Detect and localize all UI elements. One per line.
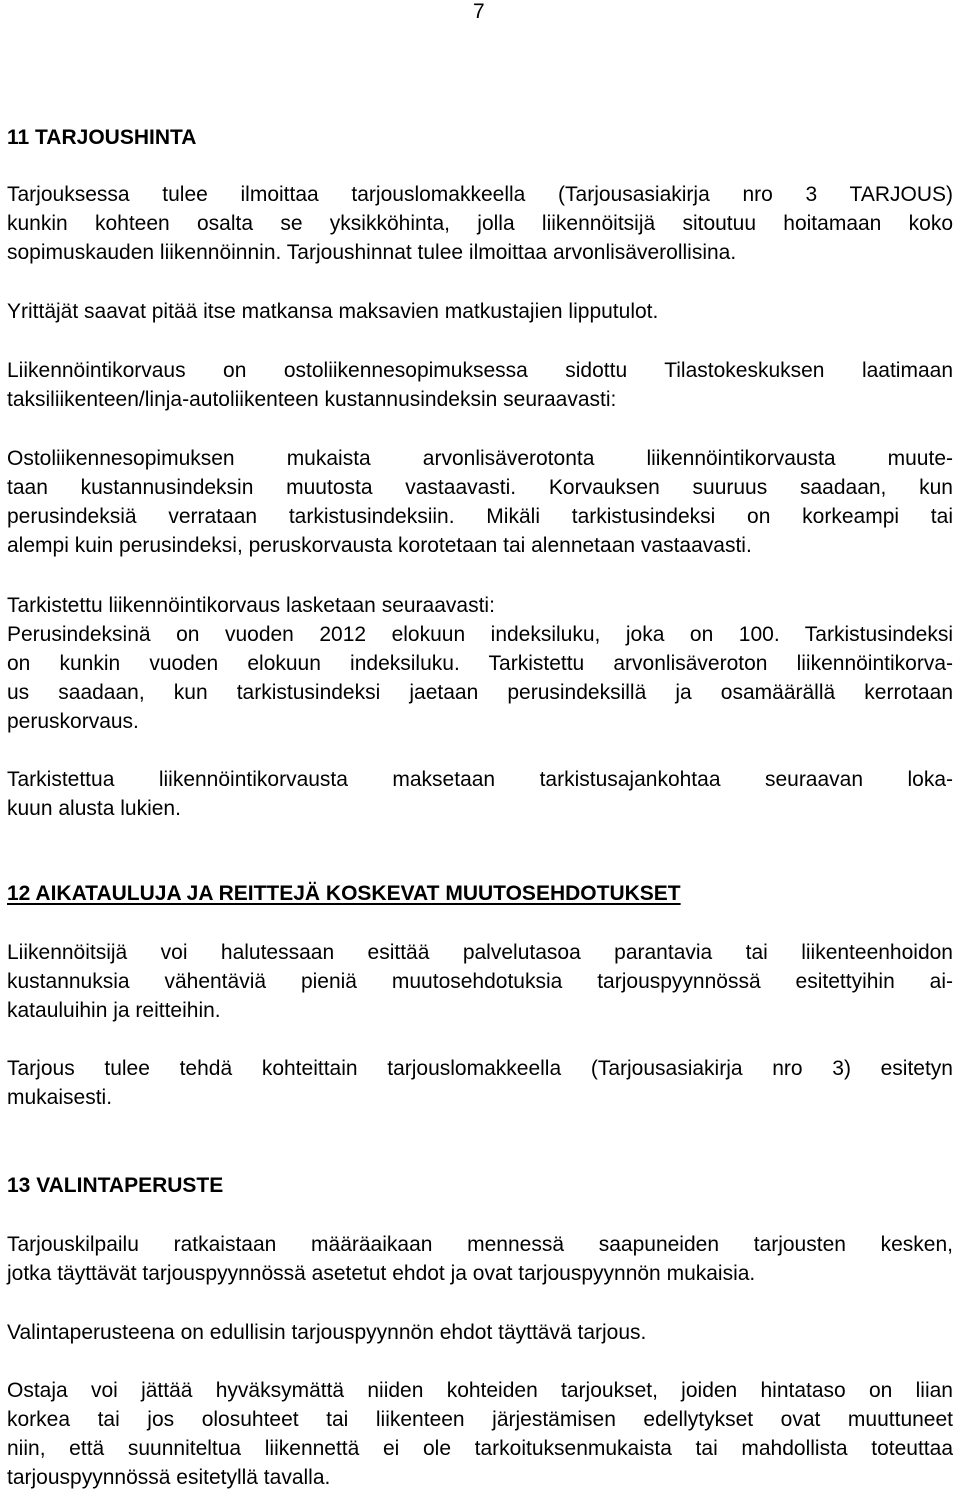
text-line: sopimuskauden liikennöinnin. Tarjoushinnat tulee ilmoittaa arvonlisäverollisina. [7,241,737,264]
text-line: Yrittäjät saavat pitää itse matkansa maksavien matkustajien lipputulot. [7,300,659,323]
text-line: Ostaja voi jättää hyväksymättä niiden kohteiden tarjoukset, joiden hintataso on liian [7,1379,953,1402]
section-11-paragraph-1 [7,180,953,267]
text-line: alempi kuin perusindeksi, peruskorvausta korotetaan tai alennetaan vastaavasti. [7,534,752,557]
text-line: us saadaan, kun tarkistusindeksi jaetaan perusindeksillä ja osamäärällä kerrotaan [7,681,953,704]
section-11-paragraph-4 [7,444,953,560]
text-line: Tarjous tulee tehdä kohteittain tarjouslomakkeella (Tarjousasiakirja nro 3) esitetyn [7,1057,953,1080]
text-line: Liikennöitsijä voi halutessaan esittää palvelutasoa parantavia tai liikenteenhoidon [7,941,953,964]
text-line: katauluihin ja reitteihin. [7,999,221,1022]
text-line: kunkin kohteen osalta se yksikköhinta, jolla liikennöitsijä sitoutuu hoitamaan koko [7,212,953,235]
text-line: Tarjouksessa tulee ilmoittaa tarjouslomakkeella (Tarjousasiakirja nro 3 TARJOUS) [7,183,953,206]
text-line: jotka täyttävät tarjouspyynnössä asetetut ehdot ja ovat tarjouspyynnön mukaisia. [7,1262,756,1285]
text-line: niin, että suunniteltua liikennettä ei ole tarkoituksenmukaista tai mahdollista toteuttaa [7,1437,953,1460]
text-line: taksiliikenteen/linja-autoliikenteen kustannusindeksin seuraavasti: [7,388,617,411]
text-line: Liikennöintikorvaus on ostoliikennesopimuksessa sidottu Tilastokeskuksen laatimaan [7,359,953,382]
section-11-paragraph-5 [7,591,953,736]
page-number: 7 [473,0,485,23]
text-line: perusindeksiä verrataan tarkistusindeksiin. Mikäli tarkistusindeksi on korkeampi tai [7,505,953,528]
text-line: Perusindeksinä on vuoden 2012 elokuun indeksiluku, joka on 100. Tarkistusindeksi [7,623,953,646]
text-line: on kunkin vuoden elokuun indeksiluku. Tarkistettu arvonlisäveroton liikennöintikorva- [7,652,953,675]
text-line: kustannuksia vähentäviä pieniä muutosehdotuksia tarjouspyynnössä esitettyihin ai- [7,970,953,993]
section-11-paragraph-6 [7,765,953,823]
text-line: mukaisesti. [7,1086,113,1109]
section-11-paragraph-2 [7,297,658,326]
section-13-paragraph-1 [7,1230,953,1288]
text-line: peruskorvaus. [7,710,139,733]
section-12-paragraph-1 [7,938,953,1025]
text-line: Ostoliikennesopimuksen mukaista arvonlisäverotonta liikennöintikorvausta muute- [7,447,953,470]
text-line: korkea tai jos olosuhteet tai liikenteen järjestämisen edellytykset ovat muuttuneet [7,1408,953,1431]
section-13-heading: 13 VALINTAPERUSTE [7,1174,224,1197]
section-13-paragraph-3 [7,1376,953,1492]
text-line: tarjouspyynnössä esitetyllä tavalla. [7,1466,331,1489]
text-line: Tarkistettu liikennöintikorvaus lasketaan seuraavasti: [7,594,495,617]
text-line: kuun alusta lukien. [7,797,181,820]
section-11-heading: 11 TARJOUSHINTA [7,126,197,149]
text-line: taan kustannusindeksin muutosta vastaavasti. Korvauksen suuruus saadaan, kun [7,476,953,499]
text-line: Valintaperusteena on edullisin tarjouspyynnön ehdot täyttävä tarjous. [7,1321,647,1344]
text-line: Tarjouskilpailu ratkaistaan määräaikaan mennessä saapuneiden tarjousten kesken, [7,1233,953,1256]
section-11-paragraph-3 [7,356,953,414]
section-12-paragraph-2 [7,1054,953,1112]
section-12-heading: 12 AIKATAULUJA JA REITTEJÄ KOSKEVAT MUUTOSEHDOTUKSET [7,882,681,905]
section-13-paragraph-2 [7,1318,646,1347]
text-line: Tarkistettua liikennöintikorvausta maksetaan tarkistusajankohtaa seuraavan loka- [7,768,953,791]
